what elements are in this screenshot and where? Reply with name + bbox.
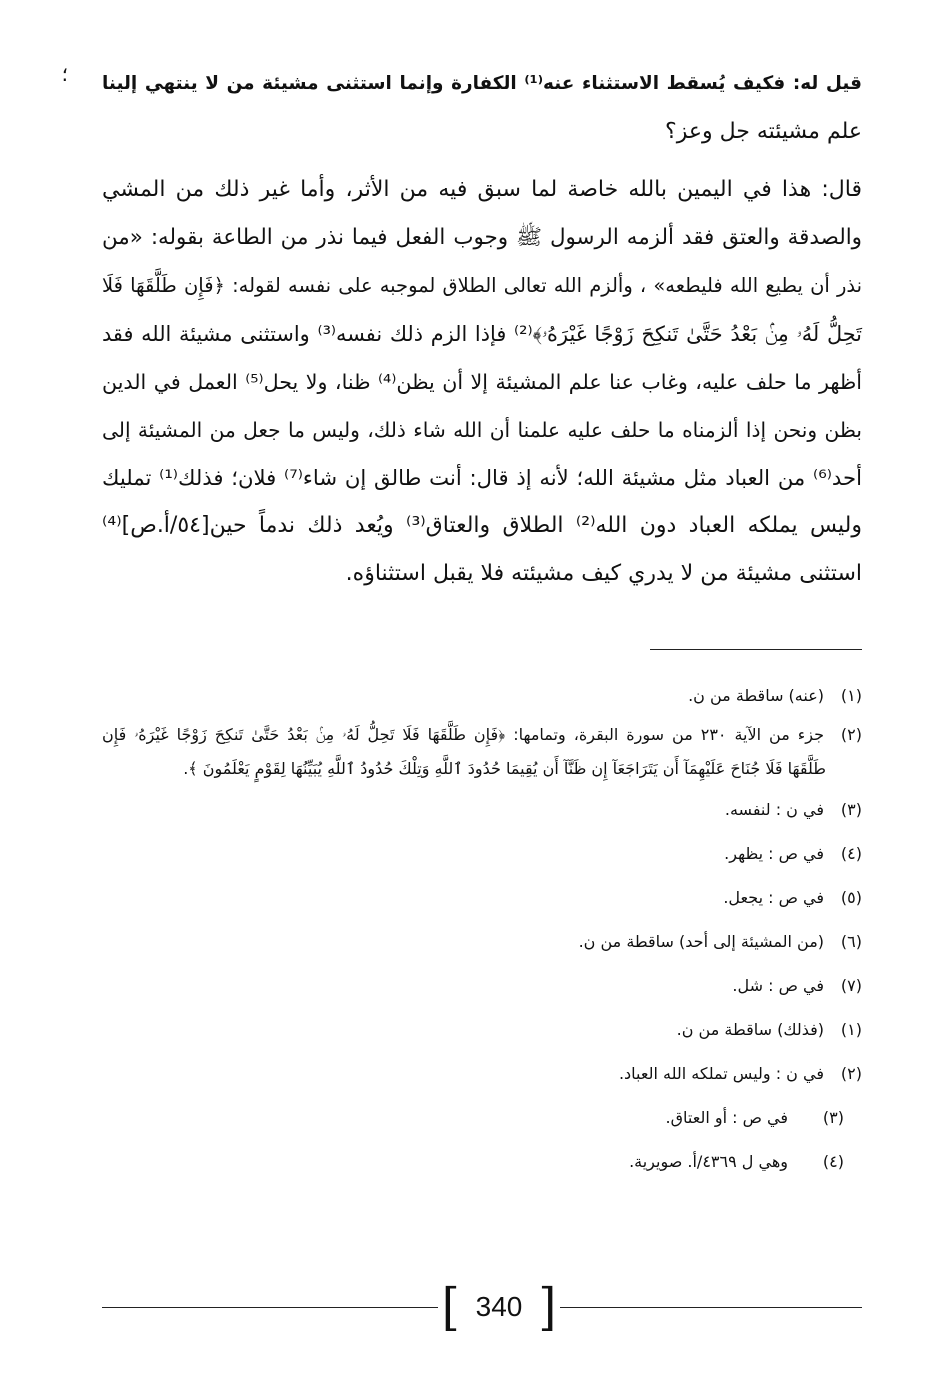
text-line-11: استثنى مشيئة من لا يدري كيف مشيئته فلا يقبل استثناؤه. xyxy=(345,561,862,586)
main-text xyxy=(102,60,862,598)
footnote-number: (٣) xyxy=(840,800,862,819)
footnote-item xyxy=(102,788,862,832)
text-line-4: والصدقة والعتق فقد ألزمه الرسول ﷺ وجوب الفعل فيما نذر من الطاعة بقوله: «من xyxy=(102,225,862,250)
page-number: 340 xyxy=(475,1291,523,1322)
footnote-number: (٣) xyxy=(822,1108,844,1127)
footnote-number: (٢) xyxy=(840,725,862,744)
footnote-item xyxy=(102,674,862,718)
footnote-text: في ص : يجعل. xyxy=(723,888,824,907)
footnote-text: (عنه) ساقطة من ن. xyxy=(688,686,824,705)
text-line-3: قال: هذا في اليمين بالله خاصة لما سبق فيه من الأثر، وأما غير ذلك من المشي xyxy=(102,177,862,202)
footnote-text: في ن : لنفسه. xyxy=(724,800,824,819)
footnote-item xyxy=(102,876,862,920)
text-line-2: علم مشيئته جل وعز؟ xyxy=(665,119,862,144)
text-line-6: تَحِلُّ لَهُۥ مِنۢ بَعْدُ حَتَّىٰ تَنكِحَ زَوْجًا غَيْرَهُۥ﴾⁽²⁾ فإذا الزم ذلك نفسه⁽³⁾ واستثنى مشيئة الله فقد xyxy=(102,322,862,346)
footnote-item xyxy=(102,1140,862,1184)
footnote-text: جزء من الآية ٢٣٠ من سورة البقرة، وتمامها: ﴿فَإِن طَلَّقَهَا فَلَا تَحِلُّ لَهُۥ مِنۢ بَعْدُ حَتَّىٰ تَنكِحَ زَوْجًا غَيْرَهُۥ فَإِن xyxy=(102,725,824,744)
footnote-number: (٦) xyxy=(840,932,862,951)
text-line-9: أحد⁽⁶⁾ من العباد مثل مشيئة الله؛ لأنه إذ قال: أنت طالق إن شاء⁽⁷⁾ فلان؛ فذلك⁽¹⁾ تمليك xyxy=(102,465,862,490)
text-line-1: قيل له: فكيف يُسقط الاستثناء عنه⁽¹⁾ الكفارة وإنما استثنى مشيئة من لا ينتهي إلينا xyxy=(102,73,862,94)
text-line-5: نذر أن يطيع الله فليطعه» ، وألزم الله تعالى الطلاق لموجبه على نفسه لقوله: ﴿فَإِن طَلَّقَهَا فَلَا xyxy=(102,274,862,297)
footnote-text: (من المشيئة إلى أحد) ساقطة من ن. xyxy=(578,932,824,951)
footnote-item xyxy=(102,964,862,1008)
footnote-divider xyxy=(650,649,862,650)
footnote-number: (١) xyxy=(840,686,862,705)
left-bracket: [ xyxy=(441,1277,460,1337)
footnote-number: (٢) xyxy=(840,1064,862,1083)
text-line-8: بظن ونحن إذا ألزمناه ما حلف عليه علمنا أن الله شاء ذلك، وليس ما جعل من المشيئة إلى xyxy=(102,418,862,442)
footnote-number: (١) xyxy=(840,1020,862,1039)
page-number-frame xyxy=(440,1278,558,1336)
footnote-text: طَلَّقَهَا فَلَا جُنَاحَ عَلَيْهِمَآ أَن يَتَرَاجَعَآ إِن ظَنَّآ أَن يُقِيمَا حُدُودَ ٱللَّهِ وَتِلْكَ حُدُودُ ٱللَّهِ يُبَيِّنُهَا لِقَوْمٍ يَعْلَمُونَ ﴾. xyxy=(183,759,826,778)
footnote-number: (٤) xyxy=(840,844,862,863)
text-line-7: أظهر ما حلف عليه، وغاب عنا علم المشيئة إلا أن يظن⁽⁴⁾ ظنا، ولا يحل⁽⁵⁾ العمل في الدين xyxy=(102,370,863,394)
margin-mark: ؛ xyxy=(61,62,68,86)
footnote-text: في ن : وليس تملكه الله العباد. xyxy=(618,1064,824,1083)
footnote-continuation xyxy=(102,752,862,788)
footnotes xyxy=(102,674,862,1184)
footnote-number: (٤) xyxy=(822,1152,844,1171)
footnote-item xyxy=(102,832,862,876)
footnote-item xyxy=(102,920,862,964)
footnote-text: وهي ل ٤٣٦٩/أ. صويرية. xyxy=(629,1152,788,1171)
footnote-number: (٧) xyxy=(840,976,862,995)
footnote-text: (فذلك) ساقطة من ن. xyxy=(676,1020,824,1039)
paragraph-gap xyxy=(102,156,862,166)
footnote-item xyxy=(102,1008,862,1052)
footnote-item xyxy=(102,1096,862,1140)
footer-rule-right xyxy=(560,1307,862,1308)
footnote-item xyxy=(102,718,862,752)
text-line-10: وليس يملكه العباد دون الله⁽²⁾ الطلاق والعتاق⁽³⁾ ويُعد ذلك ندماً حين[٥٤/أ.ص]⁽⁴⁾ xyxy=(102,513,862,538)
footnote-text: في ص : شل. xyxy=(732,976,824,995)
footnote-text: في ص : يظهر. xyxy=(724,844,824,863)
footer-rule-left xyxy=(102,1307,438,1308)
footnote-number: (٥) xyxy=(840,888,862,907)
right-bracket: ] xyxy=(538,1277,557,1337)
footnote-item xyxy=(102,1052,862,1096)
footnote-text: في ص : أو العتاق. xyxy=(665,1108,788,1127)
